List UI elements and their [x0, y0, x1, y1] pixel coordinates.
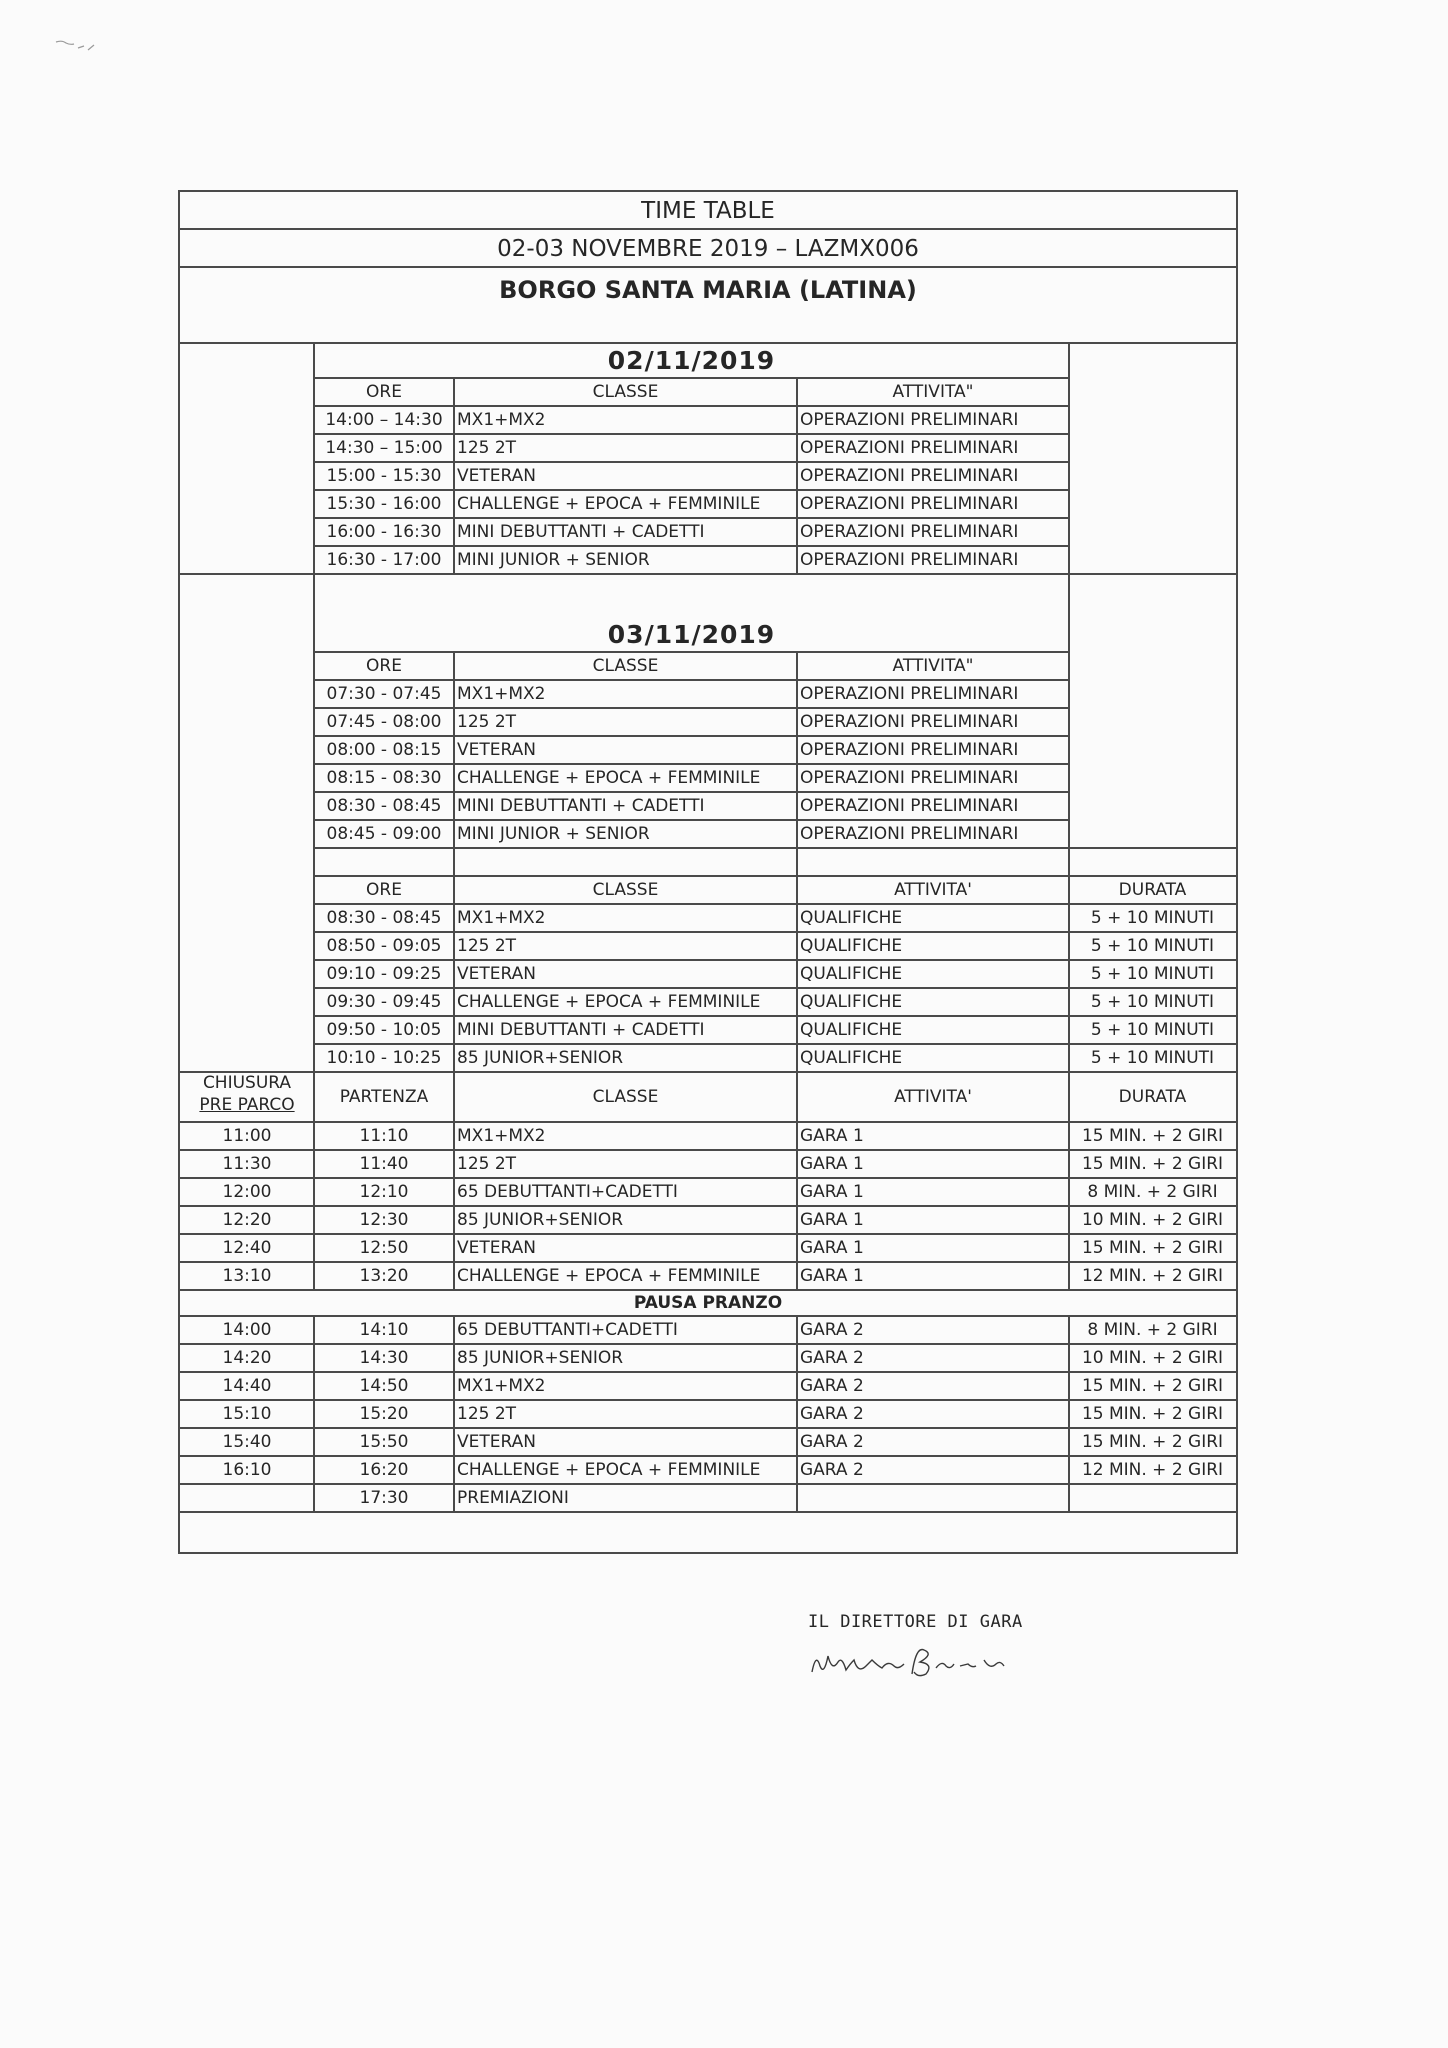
grid-line — [1069, 573, 1236, 575]
grid-line — [314, 573, 1069, 575]
grid-line — [796, 876, 798, 1072]
grid-line — [796, 848, 798, 876]
table-cell: 5 + 10 MINUTI — [1090, 936, 1215, 956]
grid-line — [313, 1072, 315, 1290]
title: TIME TABLE — [180, 192, 1236, 230]
column-header: ATTIVITA" — [892, 382, 974, 402]
table-cell: 14:40 — [222, 1376, 272, 1396]
table-cell — [1069, 1484, 1236, 1512]
table-cell: 65 DEBUTTANTI+CADETTI — [457, 1320, 678, 1340]
table-cell: GARA 1 — [800, 1126, 864, 1146]
table-cell: 8 MIN. + 2 GIRI — [1087, 1320, 1218, 1340]
table-cell: OPERAZIONI PRELIMINARI — [800, 522, 1019, 542]
table-cell: 12:40 — [222, 1238, 272, 1258]
table-cell: MINI JUNIOR + SENIOR — [457, 550, 650, 570]
table-cell: 08:50 - 09:05 — [326, 936, 442, 956]
table-cell: 85 JUNIOR+SENIOR — [457, 1048, 624, 1068]
grid-line — [796, 1316, 798, 1512]
table-cell: 15 MIN. + 2 GIRI — [1081, 1238, 1224, 1258]
day1-date: 02/11/2019 — [607, 346, 776, 375]
table-cell: MINI DEBUTTANTI + CADETTI — [457, 522, 705, 542]
table-cell: 11:30 — [222, 1154, 272, 1174]
table-cell: 08:00 - 08:15 — [326, 740, 442, 760]
table-cell: 8 MIN. + 2 GIRI — [1087, 1182, 1218, 1202]
table-cell: 15 MIN. + 2 GIRI — [1081, 1432, 1224, 1452]
grid-line — [1068, 344, 1070, 574]
column-header: DURATA — [1118, 880, 1187, 900]
signature-title: IL DIRETTORE DI GARA — [808, 1612, 1023, 1632]
table-cell: QUALIFICHE — [800, 964, 903, 984]
location: BORGO SANTA MARIA (LATINA) — [180, 268, 1236, 344]
table-cell: 08:30 - 08:45 — [326, 908, 442, 928]
table-cell: 12 MIN. + 2 GIRI — [1081, 1460, 1224, 1480]
table-cell: VETERAN — [457, 1432, 536, 1452]
table-cell: 5 + 10 MINUTI — [1090, 1020, 1215, 1040]
table-cell: QUALIFICHE — [800, 936, 903, 956]
grid-line — [453, 652, 455, 848]
column-header-chiusura — [180, 1072, 314, 1122]
table-cell: 15 MIN. + 2 GIRI — [1081, 1376, 1224, 1396]
table-cell: 14:50 — [359, 1376, 409, 1396]
grid-line — [453, 378, 455, 574]
column-header: DURATA — [1118, 1087, 1187, 1107]
table-cell: 15:00 - 15:30 — [326, 466, 442, 486]
grid-line — [453, 876, 455, 1072]
table-cell: 07:30 - 07:45 — [326, 684, 442, 704]
table-cell: 16:30 - 17:00 — [326, 550, 442, 570]
table-cell: 125 2T — [457, 1154, 517, 1174]
table-cell: 14:00 — [222, 1320, 272, 1340]
table-cell: 12:10 — [359, 1182, 409, 1202]
table-cell: MINI JUNIOR + SENIOR — [457, 824, 650, 844]
table-cell: 16:20 — [359, 1460, 409, 1480]
column-header: ORE — [366, 382, 402, 402]
table-cell: OPERAZIONI PRELIMINARI — [800, 410, 1019, 430]
pre-parco-label: PRE PARCO — [199, 1095, 295, 1115]
grid-line — [180, 1511, 1236, 1513]
table-cell: 10 MIN. + 2 GIRI — [1081, 1348, 1224, 1368]
table-cell: GARA 2 — [800, 1348, 864, 1368]
table-cell: 10 MIN. + 2 GIRI — [1081, 1210, 1224, 1230]
table-cell: CHALLENGE + EPOCA + FEMMINILE — [457, 1266, 761, 1286]
table-cell: 125 2T — [457, 712, 517, 732]
table-cell: CHALLENGE + EPOCA + FEMMINILE — [457, 494, 761, 514]
table-cell: 125 2T — [457, 1404, 517, 1424]
grid-line — [313, 1316, 315, 1512]
grid-line — [313, 848, 315, 876]
table-cell: 14:00 – 14:30 — [325, 410, 443, 430]
grid-line — [796, 652, 798, 848]
grid-line — [314, 847, 1069, 849]
table-cell: 12:30 — [359, 1210, 409, 1230]
scan-mark — [54, 36, 114, 56]
grid-line — [453, 1316, 455, 1512]
table-cell: MX1+MX2 — [457, 908, 546, 928]
grid-line — [453, 1072, 455, 1290]
table-cell: GARA 2 — [800, 1404, 864, 1424]
table-cell: GARA 2 — [800, 1376, 864, 1396]
grid-line — [313, 344, 315, 574]
table-cell: OPERAZIONI PRELIMINARI — [800, 740, 1019, 760]
table-cell: GARA 1 — [800, 1182, 864, 1202]
table-cell: 15 MIN. + 2 GIRI — [1081, 1404, 1224, 1424]
table-cell: 12:00 — [222, 1182, 272, 1202]
table-cell: 15:50 — [359, 1432, 409, 1452]
table-cell: 09:10 - 09:25 — [326, 964, 442, 984]
table-cell: 14:30 – 15:00 — [325, 438, 443, 458]
table-cell: 13:10 — [222, 1266, 272, 1286]
column-header: CLASSE — [592, 382, 659, 402]
table-cell: CHALLENGE + EPOCA + FEMMINILE — [457, 992, 761, 1012]
column-header: PARTENZA — [339, 1087, 429, 1107]
handwritten-signature — [808, 1636, 1068, 1684]
table-cell: 15:10 — [222, 1404, 272, 1424]
table-cell: VETERAN — [457, 740, 536, 760]
table-cell: MINI DEBUTTANTI + CADETTI — [457, 1020, 705, 1040]
table-cell: 10:10 - 10:25 — [326, 1048, 442, 1068]
table-cell: OPERAZIONI PRELIMINARI — [800, 796, 1019, 816]
table-cell: CHALLENGE + EPOCA + FEMMINILE — [457, 768, 761, 788]
chiusura-label: CHIUSURA — [202, 1073, 292, 1093]
table-cell: 14:10 — [359, 1320, 409, 1340]
column-header: ATTIVITA' — [894, 880, 972, 900]
table-cell: 15 MIN. + 2 GIRI — [1081, 1126, 1224, 1146]
grid-line — [1068, 848, 1070, 876]
column-header: ORE — [366, 880, 402, 900]
table-cell: OPERAZIONI PRELIMINARI — [800, 768, 1019, 788]
column-header: CLASSE — [592, 880, 659, 900]
table-cell: PREMIAZIONI — [457, 1488, 569, 1508]
table-cell: 65 DEBUTTANTI+CADETTI — [457, 1182, 678, 1202]
pausa-pranzo: PAUSA PRANZO — [633, 1293, 783, 1313]
table-cell: GARA 1 — [800, 1266, 864, 1286]
table-cell: 08:15 - 08:30 — [326, 768, 442, 788]
table-cell: 5 + 10 MINUTI — [1090, 1048, 1215, 1068]
table-cell: 09:50 - 10:05 — [326, 1020, 442, 1040]
table-cell: 15:40 — [222, 1432, 272, 1452]
subtitle: 02-03 NOVEMBRE 2019 – LAZMX006 — [180, 230, 1236, 268]
table-cell: OPERAZIONI PRELIMINARI — [800, 550, 1019, 570]
column-header: ORE — [366, 656, 402, 676]
table-cell: GARA 2 — [800, 1460, 864, 1480]
table-cell: 85 JUNIOR+SENIOR — [457, 1210, 624, 1230]
table-cell: QUALIFICHE — [800, 1048, 903, 1068]
table-cell: OPERAZIONI PRELIMINARI — [800, 824, 1019, 844]
table-cell: MX1+MX2 — [457, 410, 546, 430]
table-cell: 125 2T — [457, 936, 517, 956]
table-cell: MINI DEBUTTANTI + CADETTI — [457, 796, 705, 816]
table-cell: GARA 1 — [800, 1154, 864, 1174]
table-cell: GARA 2 — [800, 1432, 864, 1452]
timetable-frame — [178, 190, 1238, 1554]
table-cell: CHALLENGE + EPOCA + FEMMINILE — [457, 1460, 761, 1480]
table-cell: VETERAN — [457, 964, 536, 984]
table-cell — [797, 1484, 1069, 1512]
table-cell: QUALIFICHE — [800, 992, 903, 1012]
table-cell: GARA 1 — [800, 1238, 864, 1258]
table-cell: 09:30 - 09:45 — [326, 992, 442, 1012]
table-cell: 125 2T — [457, 438, 517, 458]
table-cell: 12 MIN. + 2 GIRI — [1081, 1266, 1224, 1286]
table-cell: VETERAN — [457, 466, 536, 486]
table-cell: OPERAZIONI PRELIMINARI — [800, 712, 1019, 732]
grid-line — [1068, 1316, 1070, 1512]
table-cell: 13:20 — [359, 1266, 409, 1286]
grid-line — [1068, 1072, 1070, 1290]
table-cell: MX1+MX2 — [457, 1376, 546, 1396]
table-cell: 12:50 — [359, 1238, 409, 1258]
grid-line — [796, 1072, 798, 1290]
column-header: CLASSE — [592, 656, 659, 676]
table-cell: 85 JUNIOR+SENIOR — [457, 1348, 624, 1368]
table-cell: 08:45 - 09:00 — [326, 824, 442, 844]
grid-line — [313, 876, 315, 1072]
column-header: ATTIVITA" — [892, 656, 974, 676]
table-cell: 16:10 — [222, 1460, 272, 1480]
table-cell: QUALIFICHE — [800, 1020, 903, 1040]
grid-line — [796, 378, 798, 574]
table-cell: 5 + 10 MINUTI — [1090, 992, 1215, 1012]
table-cell: MX1+MX2 — [457, 1126, 546, 1146]
table-cell: VETERAN — [457, 1238, 536, 1258]
table-cell: 14:20 — [222, 1348, 272, 1368]
table-cell: 16:00 - 16:30 — [326, 522, 442, 542]
signature-block — [808, 1612, 1068, 1684]
table-cell: 14:30 — [359, 1348, 409, 1368]
table-cell — [180, 1484, 314, 1512]
table-cell: 15 MIN. + 2 GIRI — [1081, 1154, 1224, 1174]
table-cell: GARA 1 — [800, 1210, 864, 1230]
table-cell: 15:30 - 16:00 — [326, 494, 442, 514]
table-cell: QUALIFICHE — [800, 908, 903, 928]
table-cell: 11:00 — [222, 1126, 272, 1146]
table-cell: 11:10 — [359, 1126, 409, 1146]
grid-line — [180, 573, 314, 575]
grid-line — [1069, 847, 1236, 849]
table-cell: OPERAZIONI PRELIMINARI — [800, 684, 1019, 704]
column-header: ATTIVITA' — [894, 1087, 972, 1107]
table-cell: GARA 2 — [800, 1320, 864, 1340]
table-cell: 07:45 - 08:00 — [326, 712, 442, 732]
table-cell: MX1+MX2 — [457, 684, 546, 704]
table-cell: OPERAZIONI PRELIMINARI — [800, 466, 1019, 486]
table-cell: 5 + 10 MINUTI — [1090, 964, 1215, 984]
grid-line — [1068, 574, 1070, 848]
table-cell: 15:20 — [359, 1404, 409, 1424]
grid-line — [453, 848, 455, 876]
grid-line — [1068, 876, 1070, 1072]
table-cell: 17:30 — [359, 1488, 409, 1508]
table-cell: OPERAZIONI PRELIMINARI — [800, 494, 1019, 514]
day2-date: 03/11/2019 — [607, 620, 776, 649]
table-cell: OPERAZIONI PRELIMINARI — [800, 438, 1019, 458]
grid-line — [313, 574, 315, 848]
column-header: CLASSE — [592, 1087, 659, 1107]
table-cell: 08:30 - 08:45 — [326, 796, 442, 816]
table-cell: 11:40 — [359, 1154, 409, 1174]
table-cell: 5 + 10 MINUTI — [1090, 908, 1215, 928]
table-cell: 12:20 — [222, 1210, 272, 1230]
